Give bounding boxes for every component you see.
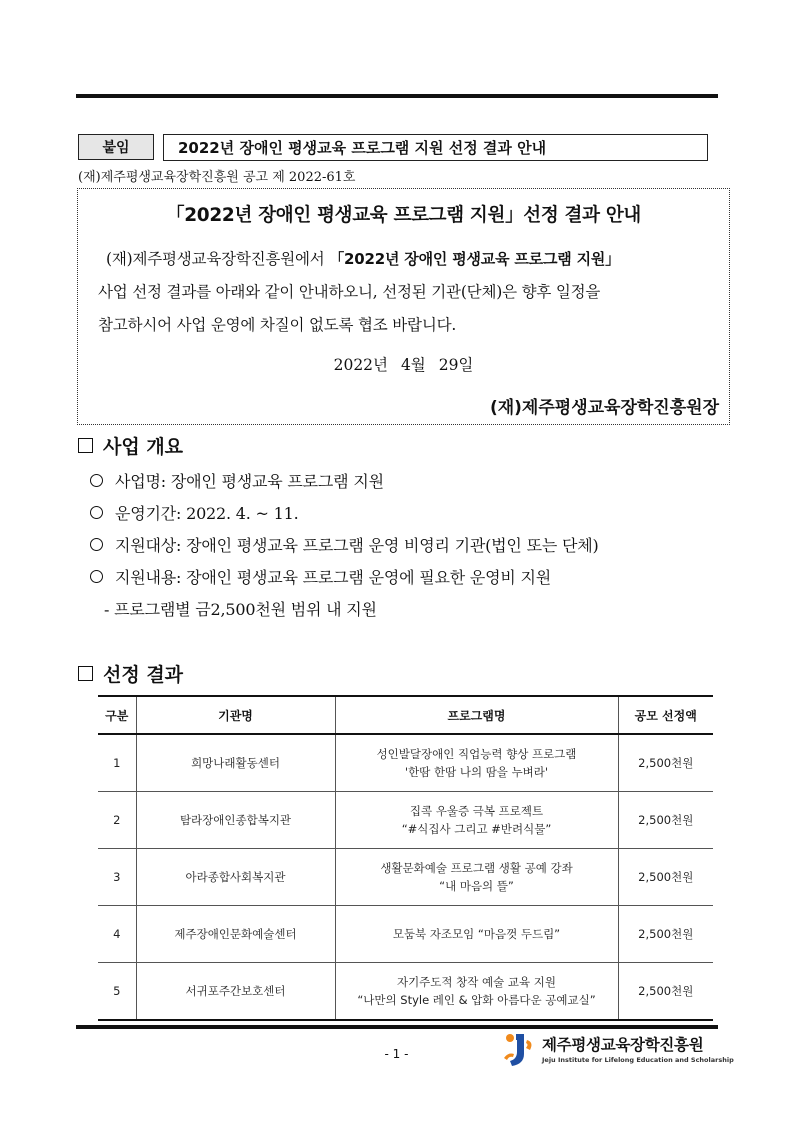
cell-org: 서귀포주간보호센터 — [136, 963, 335, 1021]
notice-box — [77, 188, 730, 425]
overview-item — [88, 528, 728, 560]
circle-bullet-icon — [90, 538, 103, 551]
cell-no: 5 — [98, 963, 136, 1021]
logo-dot-orange — [506, 1034, 514, 1042]
notice-body-line1 — [98, 243, 712, 276]
notice-title: 「2022년 장애인 평생교육 프로그램 지원」선정 결과 안내 — [166, 205, 641, 226]
top-rule — [76, 94, 718, 98]
cell-program — [335, 734, 618, 792]
logo-subtitle: Jeju Institute for Lifelong Education and Scholarship — [542, 1056, 734, 1064]
program-line1: 모둠북 자조모임 “마음껏 두드림” — [392, 927, 561, 941]
notice-number: (재)제주평생교육장학진흥원 공고 제 2022-61호 — [78, 170, 356, 185]
notice-body-prefix: (재)제주평생교육장학진흥원에서 — [106, 250, 330, 268]
institute-logo — [502, 1030, 734, 1070]
cell-org: 탐라장애인종합복지관 — [136, 792, 335, 849]
column-header-org: 기관명 — [136, 696, 335, 734]
overview-item — [88, 496, 728, 528]
overview-list — [88, 464, 728, 624]
section-overview-title: 사업 개요 — [103, 436, 184, 458]
program-line1: 자기주도적 창작 예술 교육 지원 — [396, 975, 557, 989]
cell-program — [335, 963, 618, 1021]
section-results-heading — [78, 660, 183, 687]
section-results-title: 선정 결과 — [103, 664, 184, 686]
program-line1: 집콕 우울증 극복 프로젝트 — [409, 804, 544, 818]
circle-bullet-icon — [90, 506, 103, 519]
square-bullet-icon — [78, 438, 93, 453]
cell-no: 1 — [98, 734, 136, 792]
logo-swoosh-left — [504, 1054, 514, 1061]
column-header-amount: 공모 선정액 — [618, 696, 713, 734]
overview-item — [88, 464, 728, 496]
cell-no: 3 — [98, 849, 136, 906]
cell-org: 제주장애인문화예술센터 — [136, 906, 335, 963]
cell-program — [335, 792, 618, 849]
table-row — [98, 849, 713, 906]
program-line2: “#식집사 그리고 #반려식물” — [401, 822, 552, 836]
page-number: - 1 - — [384, 1047, 409, 1061]
table-row — [98, 963, 713, 1021]
institute-logo-icon — [502, 1030, 538, 1070]
logo-name: 제주평생교육장학진흥원 — [542, 1036, 704, 1054]
program-line1: 생활문화예술 프로그램 생활 공예 강좌 — [380, 861, 573, 875]
circle-bullet-icon — [90, 474, 103, 487]
notice-body-line3: 참고하시어 사업 운영에 차질이 없도록 협조 바랍니다. — [98, 316, 457, 334]
cell-program — [335, 849, 618, 906]
overview-item-text: 지원대상: 장애인 평생교육 프로그램 운영 비영리 기관(법인 또는 단체) — [115, 535, 599, 555]
attachment-label: 붙임 — [78, 134, 154, 160]
attachment-title: 2022년 장애인 평생교육 프로그램 지원 선정 결과 안내 — [163, 134, 708, 161]
overview-item — [88, 560, 728, 592]
notice-date: 2022년 4월 29일 — [333, 356, 474, 374]
column-header-no: 구분 — [98, 696, 136, 734]
notice-body-line2: 사업 선정 결과를 아래와 같이 안내하오니, 선정된 기관(단체)은 향후 일정을 — [98, 283, 601, 301]
table-row — [98, 792, 713, 849]
overview-sub-item: - 프로그램별 금2,500천원 범위 내 지원 — [104, 599, 377, 619]
cell-org: 희망나래활동센터 — [136, 734, 335, 792]
cell-amount: 2,500천원 — [618, 963, 713, 1021]
circle-bullet-icon — [90, 570, 103, 583]
table-row — [98, 906, 713, 963]
table-header-row — [98, 696, 713, 734]
cell-no: 2 — [98, 792, 136, 849]
program-line2: “나만의 Style 레인 & 압화 아름다운 공예교실” — [357, 993, 596, 1007]
cell-program — [335, 906, 618, 963]
cell-amount: 2,500천원 — [618, 849, 713, 906]
column-header-program: 프로그램명 — [335, 696, 618, 734]
overview-item-text: 운영기간: 2022. 4. ~ 11. — [115, 503, 299, 523]
section-overview-heading — [78, 432, 183, 459]
square-bullet-icon — [78, 666, 93, 681]
bottom-rule — [76, 1025, 718, 1029]
overview-item-text: 사업명: 장애인 평생교육 프로그램 지원 — [115, 471, 384, 491]
program-line2: “내 마음의 뜰” — [439, 879, 514, 893]
notice-signature: (재)제주평생교육장학진흥원장 — [489, 398, 719, 418]
notice-body — [98, 243, 712, 342]
table-row — [98, 734, 713, 792]
overview-item-text: 지원내용: 장애인 평생교육 프로그램 운영에 필요한 운영비 지원 — [115, 567, 552, 587]
cell-amount: 2,500천원 — [618, 792, 713, 849]
logo-swoosh — [526, 1040, 531, 1050]
program-line2: '한땀 한땀 나의 땀을 누벼라' — [404, 765, 549, 779]
notice-program-name: 「2022년 장애인 평생교육 프로그램 지원」 — [329, 250, 620, 268]
cell-org: 아라종합사회복지관 — [136, 849, 335, 906]
cell-amount: 2,500천원 — [618, 906, 713, 963]
program-line1: 성인발달장애인 직업능력 향상 프로그램 — [376, 747, 577, 761]
results-table — [98, 695, 713, 1021]
cell-amount: 2,500천원 — [618, 734, 713, 792]
cell-no: 4 — [98, 906, 136, 963]
